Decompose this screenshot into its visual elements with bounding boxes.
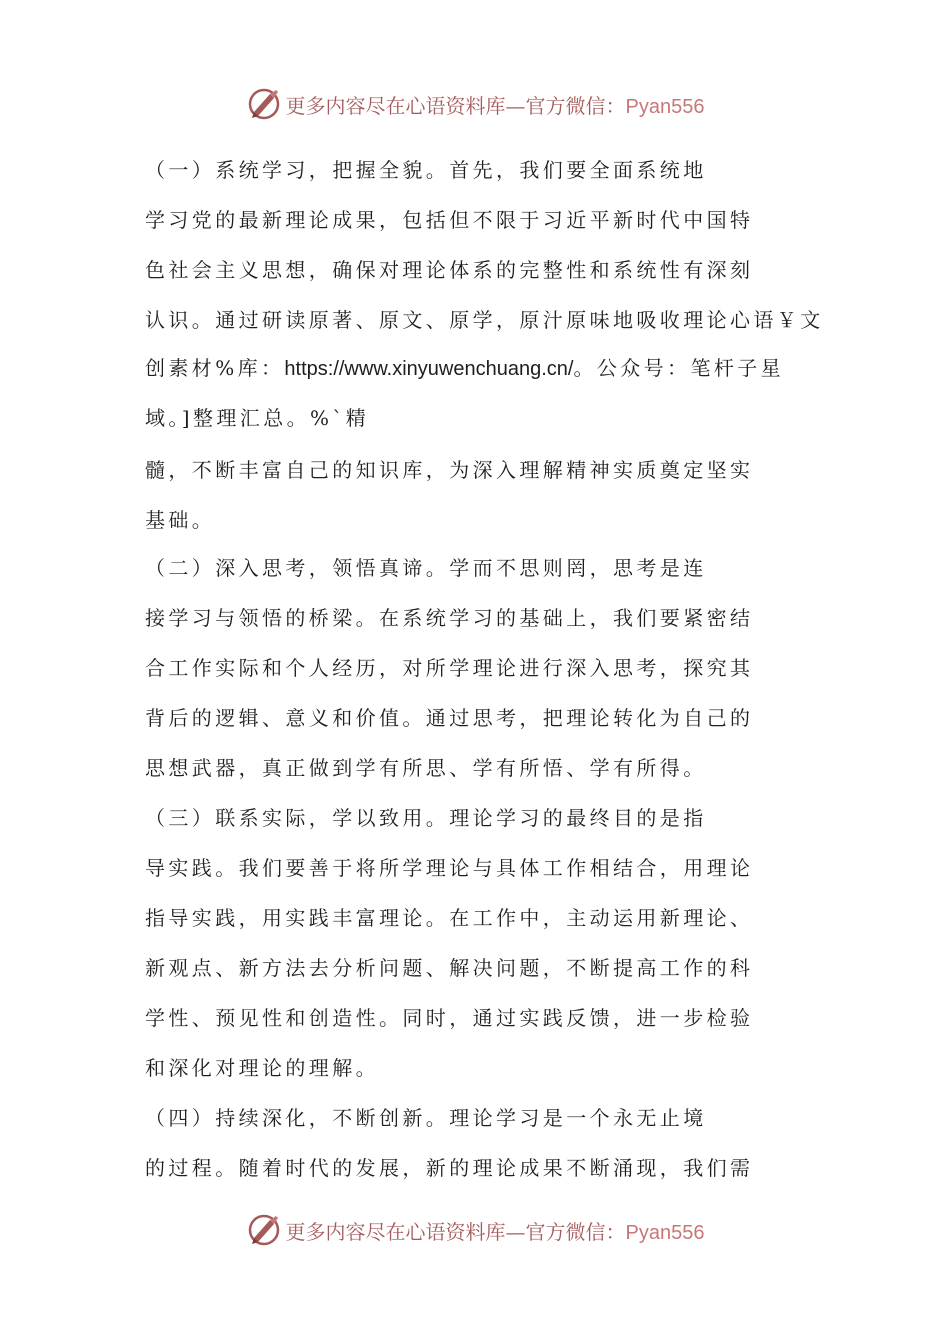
text-line: （一）系统学习，把握全貌。首先，我们要全面系统地 [145, 158, 707, 182]
text-line: 基础。 [145, 508, 216, 532]
text-line: 的过程。随着时代的发展，新的理论成果不断涌现，我们需 [145, 1156, 754, 1180]
text-line: 合工作实际和个人经历，对所学理论进行深入思考，探究其 [145, 656, 754, 680]
text-line: 髓，不断丰富自己的知识库，为深入理解精神实质奠定坚实 [145, 458, 754, 482]
text-line: 新观点、新方法去分析问题、解决问题，不断提高工作的科 [145, 956, 754, 980]
banner-text: 更多内容尽在心语资料库—官方微信：Pyan556 [285, 1219, 705, 1244]
text-line-url: 创素材%库：https://www.xinyuwenchuang.cn/。公众号：笔杆子星 [145, 356, 785, 380]
banner-text: 更多内容尽在心语资料库—官方微信：Pyan556 [285, 93, 705, 118]
text-line: 学习党的最新理论成果，包括但不限于习近平新时代中国特 [145, 208, 754, 232]
footer-banner [0, 1208, 950, 1252]
text-line: 导实践。我们要善于将所学理论与具体工作相结合，用理论 [145, 856, 754, 880]
header-banner [0, 82, 950, 126]
text-line: 学性、预见性和创造性。同时，通过实践反馈，进一步检验 [145, 1006, 754, 1030]
text-line: 认识。通过研读原著、原文、原学，原汁原味地吸收理论心语￥文 [145, 308, 824, 332]
text-line: 背后的逻辑、意义和价值。通过思考，把理论转化为自己的 [145, 706, 754, 730]
text-line: 指导实践，用实践丰富理论。在工作中，主动运用新理论、 [145, 906, 754, 930]
text-line: （四）持续深化，不断创新。理论学习是一个永无止境 [145, 1106, 707, 1130]
text-line: 和深化对理论的理解。 [145, 1056, 379, 1080]
text-line: （三）联系实际，学以致用。理论学习的最终目的是指 [145, 806, 707, 830]
text-line: 思想武器，真正做到学有所思、学有所悟、学有所得。 [145, 756, 707, 780]
text-line: （二）深入思考，领悟真谛。学而不思则罔，思考是连 [145, 556, 707, 580]
text-line: 色社会主义思想，确保对理论体系的完整性和系统性有深刻 [145, 258, 754, 282]
text-line: 域。]整理汇总。%`精 [145, 406, 370, 430]
website-link[interactable]: https://www.xinyuwenchuang.cn/ [284, 358, 574, 380]
pen-logo-icon [246, 1212, 282, 1248]
text-line: 接学习与领悟的桥梁。在系统学习的基础上，我们要紧密结 [145, 606, 754, 630]
pen-logo-icon [246, 86, 282, 122]
